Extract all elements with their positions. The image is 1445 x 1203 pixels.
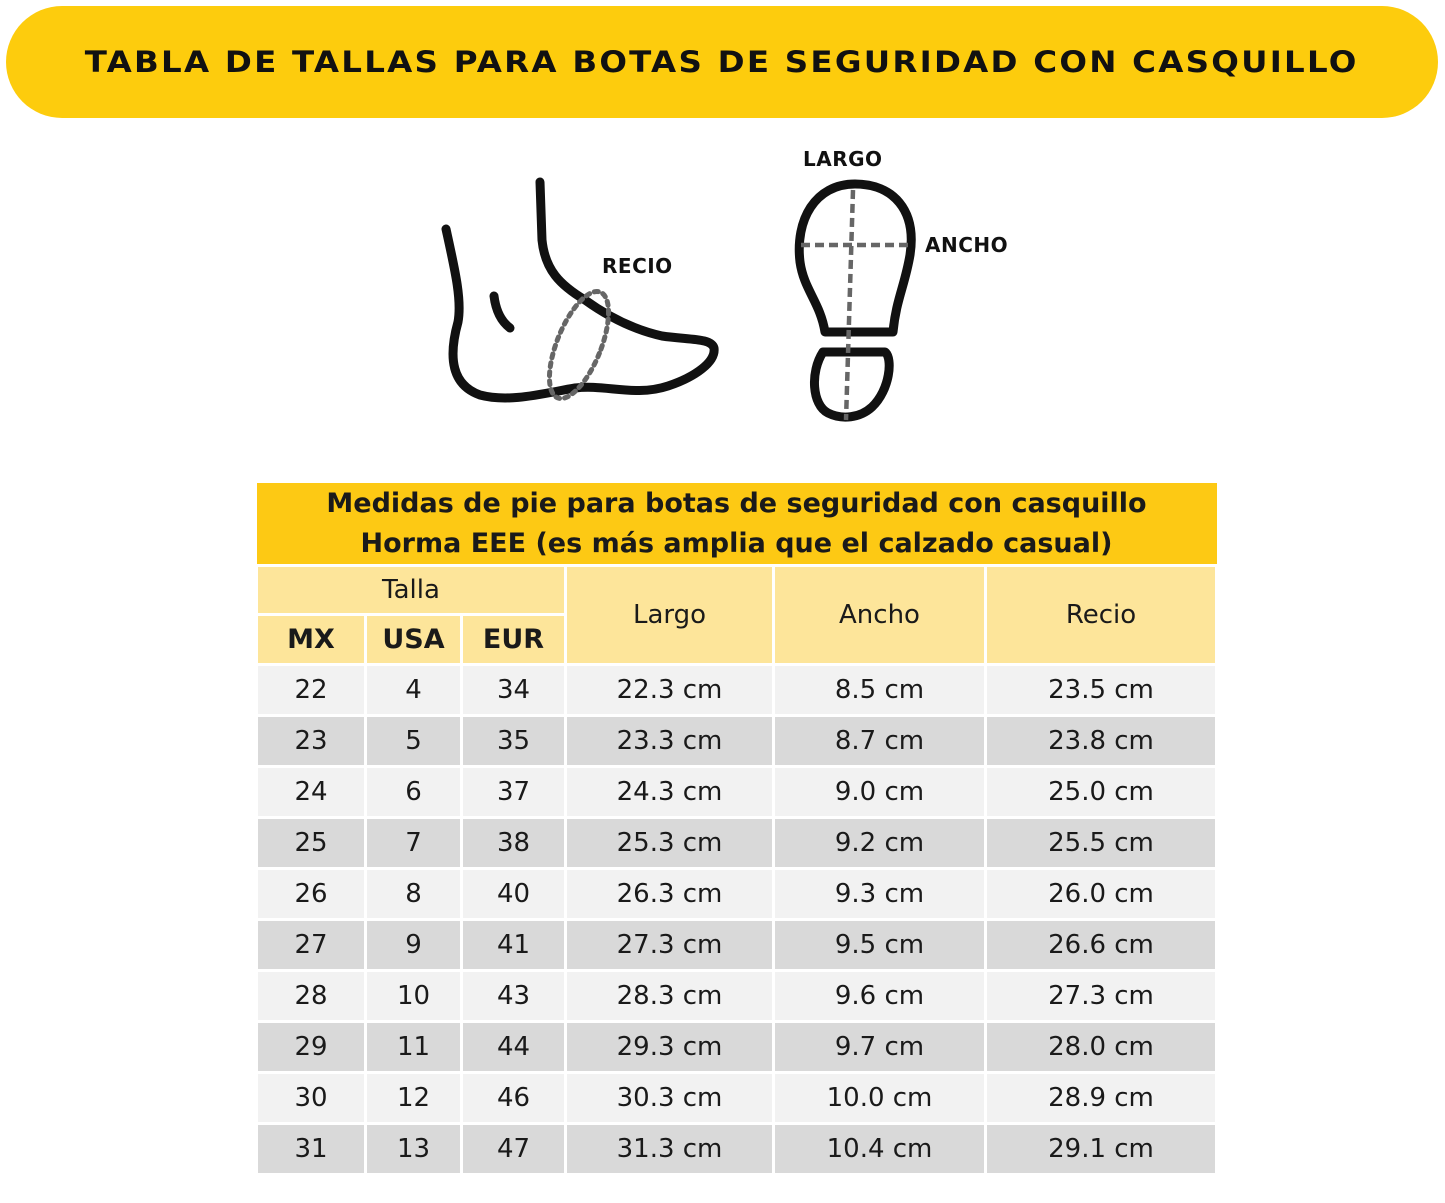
cell-recio: 25.5 cm (986, 818, 1217, 869)
cell-eur: 47 (462, 1124, 566, 1175)
cell-usa: 8 (366, 869, 462, 920)
cell-ancho: 8.5 cm (774, 665, 986, 716)
table-title (257, 483, 1217, 566)
header-talla: Talla (257, 566, 566, 615)
cell-eur: 35 (462, 716, 566, 767)
header-recio: Recio (986, 566, 1217, 665)
cell-largo: 29.3 cm (566, 1022, 774, 1073)
cell-eur: 43 (462, 971, 566, 1022)
table-title-line1: Medidas de pie para botas de seguridad con casquillo (326, 487, 1147, 519)
cell-usa: 9 (366, 920, 462, 971)
cell-largo: 25.3 cm (566, 818, 774, 869)
cell-recio: 28.9 cm (986, 1073, 1217, 1124)
cell-eur: 46 (462, 1073, 566, 1124)
cell-mx: 30 (257, 1073, 366, 1124)
cell-mx: 31 (257, 1124, 366, 1175)
cell-largo: 31.3 cm (566, 1124, 774, 1175)
cell-largo: 26.3 cm (566, 869, 774, 920)
cell-eur: 34 (462, 665, 566, 716)
cell-eur: 41 (462, 920, 566, 971)
cell-recio: 29.1 cm (986, 1124, 1217, 1175)
cell-largo: 24.3 cm (566, 767, 774, 818)
cell-ancho: 10.0 cm (774, 1073, 986, 1124)
cell-ancho: 9.3 cm (774, 869, 986, 920)
header-largo: Largo (566, 566, 774, 665)
measurement-illustration (0, 0, 1445, 470)
cell-mx: 25 (257, 818, 366, 869)
header-eur: EUR (462, 615, 566, 665)
cell-usa: 7 (366, 818, 462, 869)
cell-usa: 10 (366, 971, 462, 1022)
cell-usa: 11 (366, 1022, 462, 1073)
cell-ancho: 9.2 cm (774, 818, 986, 869)
cell-recio: 26.6 cm (986, 920, 1217, 971)
cell-recio: 23.5 cm (986, 665, 1217, 716)
cell-mx: 24 (257, 767, 366, 818)
cell-ancho: 9.5 cm (774, 920, 986, 971)
cell-usa: 5 (366, 716, 462, 767)
cell-usa: 12 (366, 1073, 462, 1124)
foot-side-icon (446, 182, 714, 398)
cell-eur: 37 (462, 767, 566, 818)
table-row (257, 818, 1217, 869)
cell-largo: 23.3 cm (566, 716, 774, 767)
cell-eur: 44 (462, 1022, 566, 1073)
table-row (257, 716, 1217, 767)
largo-label: LARGO (803, 147, 883, 171)
header-usa: USA (366, 615, 462, 665)
table-title-line2: Horma EEE (es más amplia que el calzado casual) (360, 527, 1113, 559)
table-row (257, 1124, 1217, 1175)
header-ancho: Ancho (774, 566, 986, 665)
cell-recio: 26.0 cm (986, 869, 1217, 920)
recio-label: RECIO (602, 254, 673, 278)
table-row (257, 767, 1217, 818)
cell-recio: 28.0 cm (986, 1022, 1217, 1073)
cell-eur: 40 (462, 869, 566, 920)
cell-largo: 27.3 cm (566, 920, 774, 971)
table-row (257, 869, 1217, 920)
cell-mx: 22 (257, 665, 366, 716)
cell-ancho: 9.6 cm (774, 971, 986, 1022)
cell-mx: 28 (257, 971, 366, 1022)
banner-title: TABLA DE TALLAS PARA BOTAS DE SEGURIDAD CON CASQUILLO (85, 45, 1359, 79)
cell-ancho: 10.4 cm (774, 1124, 986, 1175)
table-row (257, 971, 1217, 1022)
cell-largo: 30.3 cm (566, 1073, 774, 1124)
cell-eur: 38 (462, 818, 566, 869)
cell-ancho: 8.7 cm (774, 716, 986, 767)
cell-usa: 4 (366, 665, 462, 716)
cell-usa: 13 (366, 1124, 462, 1175)
cell-mx: 26 (257, 869, 366, 920)
table-row (257, 665, 1217, 716)
cell-ancho: 9.7 cm (774, 1022, 986, 1073)
cell-largo: 28.3 cm (566, 971, 774, 1022)
cell-usa: 6 (366, 767, 462, 818)
size-table (255, 483, 1218, 1176)
cell-recio: 27.3 cm (986, 971, 1217, 1022)
foot-sole-icon (799, 184, 911, 417)
table-row (257, 1073, 1217, 1124)
cell-recio: 23.8 cm (986, 716, 1217, 767)
cell-mx: 23 (257, 716, 366, 767)
ancho-label: ANCHO (925, 233, 1009, 257)
cell-recio: 25.0 cm (986, 767, 1217, 818)
header-mx: MX (257, 615, 366, 665)
cell-largo: 22.3 cm (566, 665, 774, 716)
cell-ancho: 9.0 cm (774, 767, 986, 818)
table-row (257, 1022, 1217, 1073)
cell-mx: 29 (257, 1022, 366, 1073)
cell-mx: 27 (257, 920, 366, 971)
table-row (257, 920, 1217, 971)
